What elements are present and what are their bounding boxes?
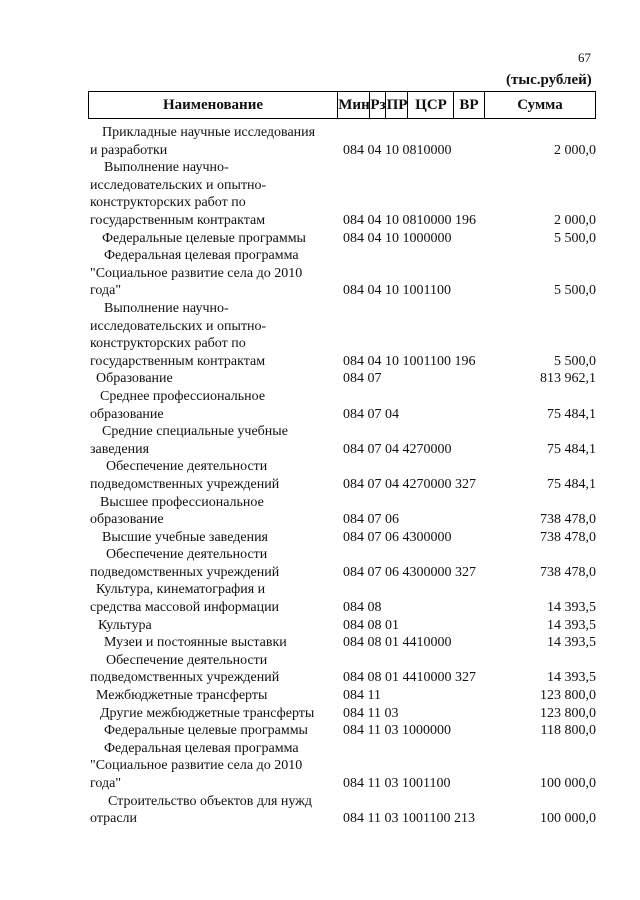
- row-name-line: отрасли: [90, 811, 138, 827]
- row-name-line: Федеральная целевая программа: [104, 740, 299, 756]
- row-sum: 5 500,0: [554, 353, 596, 369]
- table-row: [0, 370, 640, 388]
- row-name-line: конструкторских работ по: [90, 195, 246, 211]
- row-codes: 084 11 03: [343, 705, 399, 721]
- row-name-line: подведомственных учреждений: [90, 564, 280, 580]
- table-row: [0, 793, 640, 828]
- table-row: [0, 652, 640, 687]
- row-name: [90, 370, 336, 388]
- row-name: [90, 722, 336, 740]
- row-sum: 2 000,0: [554, 212, 596, 228]
- row-codes: 084 07 04 4270000: [343, 441, 452, 457]
- table-header: [88, 91, 596, 119]
- row-codes: 084 11: [343, 688, 381, 704]
- row-name-line: конструкторских работ по: [90, 336, 246, 352]
- row-sum: 738 478,0: [540, 564, 596, 580]
- row-name-line: Федеральные целевые программы: [104, 723, 308, 739]
- row-name-line: подведомственных учреждений: [90, 670, 280, 686]
- row-sum: 738 478,0: [540, 512, 596, 528]
- row-name: [90, 705, 336, 723]
- row-name-line: Строительство объектов для нужд: [108, 793, 313, 809]
- row-codes: 084 04 10 1001100 196: [343, 353, 476, 369]
- row-name: [90, 494, 336, 529]
- row-codes: 084 07 06 4300000: [343, 529, 452, 545]
- row-name-line: средства массовой информации: [90, 600, 280, 616]
- table-row: [0, 740, 640, 793]
- row-name-line: заведения: [90, 441, 150, 457]
- header-name: Наименование: [163, 97, 263, 113]
- table-row: [0, 124, 640, 159]
- row-name-line: Культура, кинематография и: [96, 582, 266, 598]
- row-name-line: подведомственных учреждений: [90, 476, 280, 492]
- row-name-line: Обеспечение деятельности: [106, 547, 268, 563]
- row-name: [90, 740, 336, 793]
- row-name-line: Другие межбюджетные трансферты: [100, 705, 315, 721]
- row-name-line: "Социальное развитие села до 2010: [90, 758, 303, 774]
- row-name: [90, 617, 336, 635]
- row-name-line: Среднее профессиональное: [100, 388, 266, 404]
- row-sum: 75 484,1: [547, 406, 596, 422]
- row-name: [90, 388, 336, 423]
- row-name-line: Прикладные научные исследования: [102, 125, 316, 140]
- row-name-line: образование: [90, 406, 164, 422]
- row-name: [90, 793, 336, 828]
- row-sum: 123 800,0: [540, 688, 596, 704]
- row-codes: 084 08 01 4410000: [343, 635, 452, 651]
- table-row: [0, 617, 640, 635]
- row-name-line: Высшие учебные заведения: [102, 529, 268, 545]
- row-name: [90, 230, 336, 248]
- row-name-line: и разработки: [90, 142, 168, 158]
- row-sum: 14 393,5: [547, 635, 596, 651]
- budget-table-body: [0, 124, 640, 828]
- row-sum: 813 962,1: [540, 371, 596, 387]
- table-row: [0, 529, 640, 547]
- row-name-line: Музеи и постоянные выставки: [104, 635, 287, 651]
- row-name-line: Средние специальные учебные: [102, 424, 288, 440]
- row-sum: 75 484,1: [547, 476, 596, 492]
- row-name-line: Межбюджетные трансферты: [96, 688, 268, 704]
- row-codes: 084 07 04 4270000 327: [343, 476, 476, 492]
- row-sum: 5 500,0: [554, 230, 596, 246]
- page-number: 67: [578, 50, 591, 65]
- row-name: [90, 124, 336, 159]
- row-name-line: Обеспечение деятельности: [106, 459, 268, 475]
- row-name-line: образование: [90, 512, 164, 528]
- table-row: [0, 687, 640, 705]
- header-min: Мин: [337, 92, 370, 118]
- row-name-line: Федеральная целевая программа: [104, 248, 299, 264]
- header-vr: ВР: [453, 92, 485, 118]
- table-row: [0, 705, 640, 723]
- row-name-line: Высшее профессиональное: [100, 494, 264, 510]
- table-row: [0, 247, 640, 300]
- row-name: [90, 581, 336, 616]
- table-row: [0, 546, 640, 581]
- row-name-line: Культура: [98, 617, 152, 633]
- table-row: [0, 300, 640, 370]
- header-pr: ПР: [385, 92, 408, 118]
- row-sum: 2 000,0: [554, 142, 596, 158]
- row-name: [90, 300, 336, 370]
- row-name-line: государственным контрактам: [90, 212, 266, 228]
- header-csr: ЦСР: [407, 92, 454, 118]
- row-name-line: исследовательских и опытно-: [90, 318, 267, 334]
- row-name-line: года": [90, 776, 122, 792]
- row-sum: 738 478,0: [540, 529, 596, 545]
- table-row: [0, 230, 640, 248]
- row-sum: 75 484,1: [547, 441, 596, 457]
- row-sum: 118 800,0: [540, 723, 596, 739]
- row-name: [90, 634, 336, 652]
- row-codes: 084 04 10 0810000: [343, 142, 452, 158]
- row-sum: 100 000,0: [540, 776, 596, 792]
- row-name-line: Выполнение научно-: [104, 300, 229, 316]
- row-name-line: "Социальное развитие села до 2010: [90, 265, 303, 281]
- table-row: [0, 458, 640, 493]
- units-label: (тыс.рублей): [506, 72, 592, 88]
- row-name-line: Обеспечение деятельности: [106, 652, 268, 668]
- row-name: [90, 687, 336, 705]
- table-row: [0, 159, 640, 229]
- row-sum: 14 393,5: [547, 600, 596, 616]
- row-name: [90, 423, 336, 458]
- table-row: [0, 581, 640, 616]
- row-codes: 084 04 10 1000000: [343, 230, 452, 246]
- row-sum: 14 393,5: [547, 670, 596, 686]
- row-codes: 084 11 03 1001100 213: [343, 811, 475, 827]
- row-codes: 084 11 03 1001100: [343, 776, 451, 792]
- row-name: [90, 159, 336, 229]
- row-sum: 100 000,0: [540, 811, 596, 827]
- row-name-line: года": [90, 283, 122, 299]
- row-codes: 084 07 06 4300000 327: [343, 564, 476, 580]
- row-name: [90, 458, 336, 493]
- header-rz: Рз: [369, 92, 386, 118]
- row-name: [90, 247, 336, 300]
- row-name: [90, 652, 336, 687]
- row-name-line: Выполнение научно-: [104, 160, 229, 176]
- table-row: [0, 423, 640, 458]
- row-codes: 084 04 10 1001100: [343, 283, 451, 299]
- row-codes: 084 04 10 0810000 196: [343, 212, 476, 228]
- row-name: [90, 546, 336, 581]
- row-name: [90, 529, 336, 547]
- row-name-line: Федеральные целевые программы: [102, 230, 306, 246]
- row-sum: 5 500,0: [554, 283, 596, 299]
- table-row: [0, 722, 640, 740]
- row-codes: 084 07 06: [343, 512, 399, 528]
- row-codes: 084 07 04: [343, 406, 399, 422]
- row-codes: 084 08: [343, 600, 382, 616]
- row-name-line: исследовательских и опытно-: [90, 177, 267, 193]
- row-codes: 084 08 01: [343, 617, 399, 633]
- row-codes: 084 07: [343, 371, 382, 387]
- row-sum: 123 800,0: [540, 705, 596, 721]
- table-row: [0, 634, 640, 652]
- row-name-line: Образование: [96, 371, 173, 387]
- row-name-line: государственным контрактам: [90, 353, 266, 369]
- header-sum: Сумма: [517, 97, 563, 113]
- row-codes: 084 11 03 1000000: [343, 723, 451, 739]
- table-row: [0, 494, 640, 529]
- row-codes: 084 08 01 4410000 327: [343, 670, 476, 686]
- table-row: [0, 388, 640, 423]
- row-sum: 14 393,5: [547, 617, 596, 633]
